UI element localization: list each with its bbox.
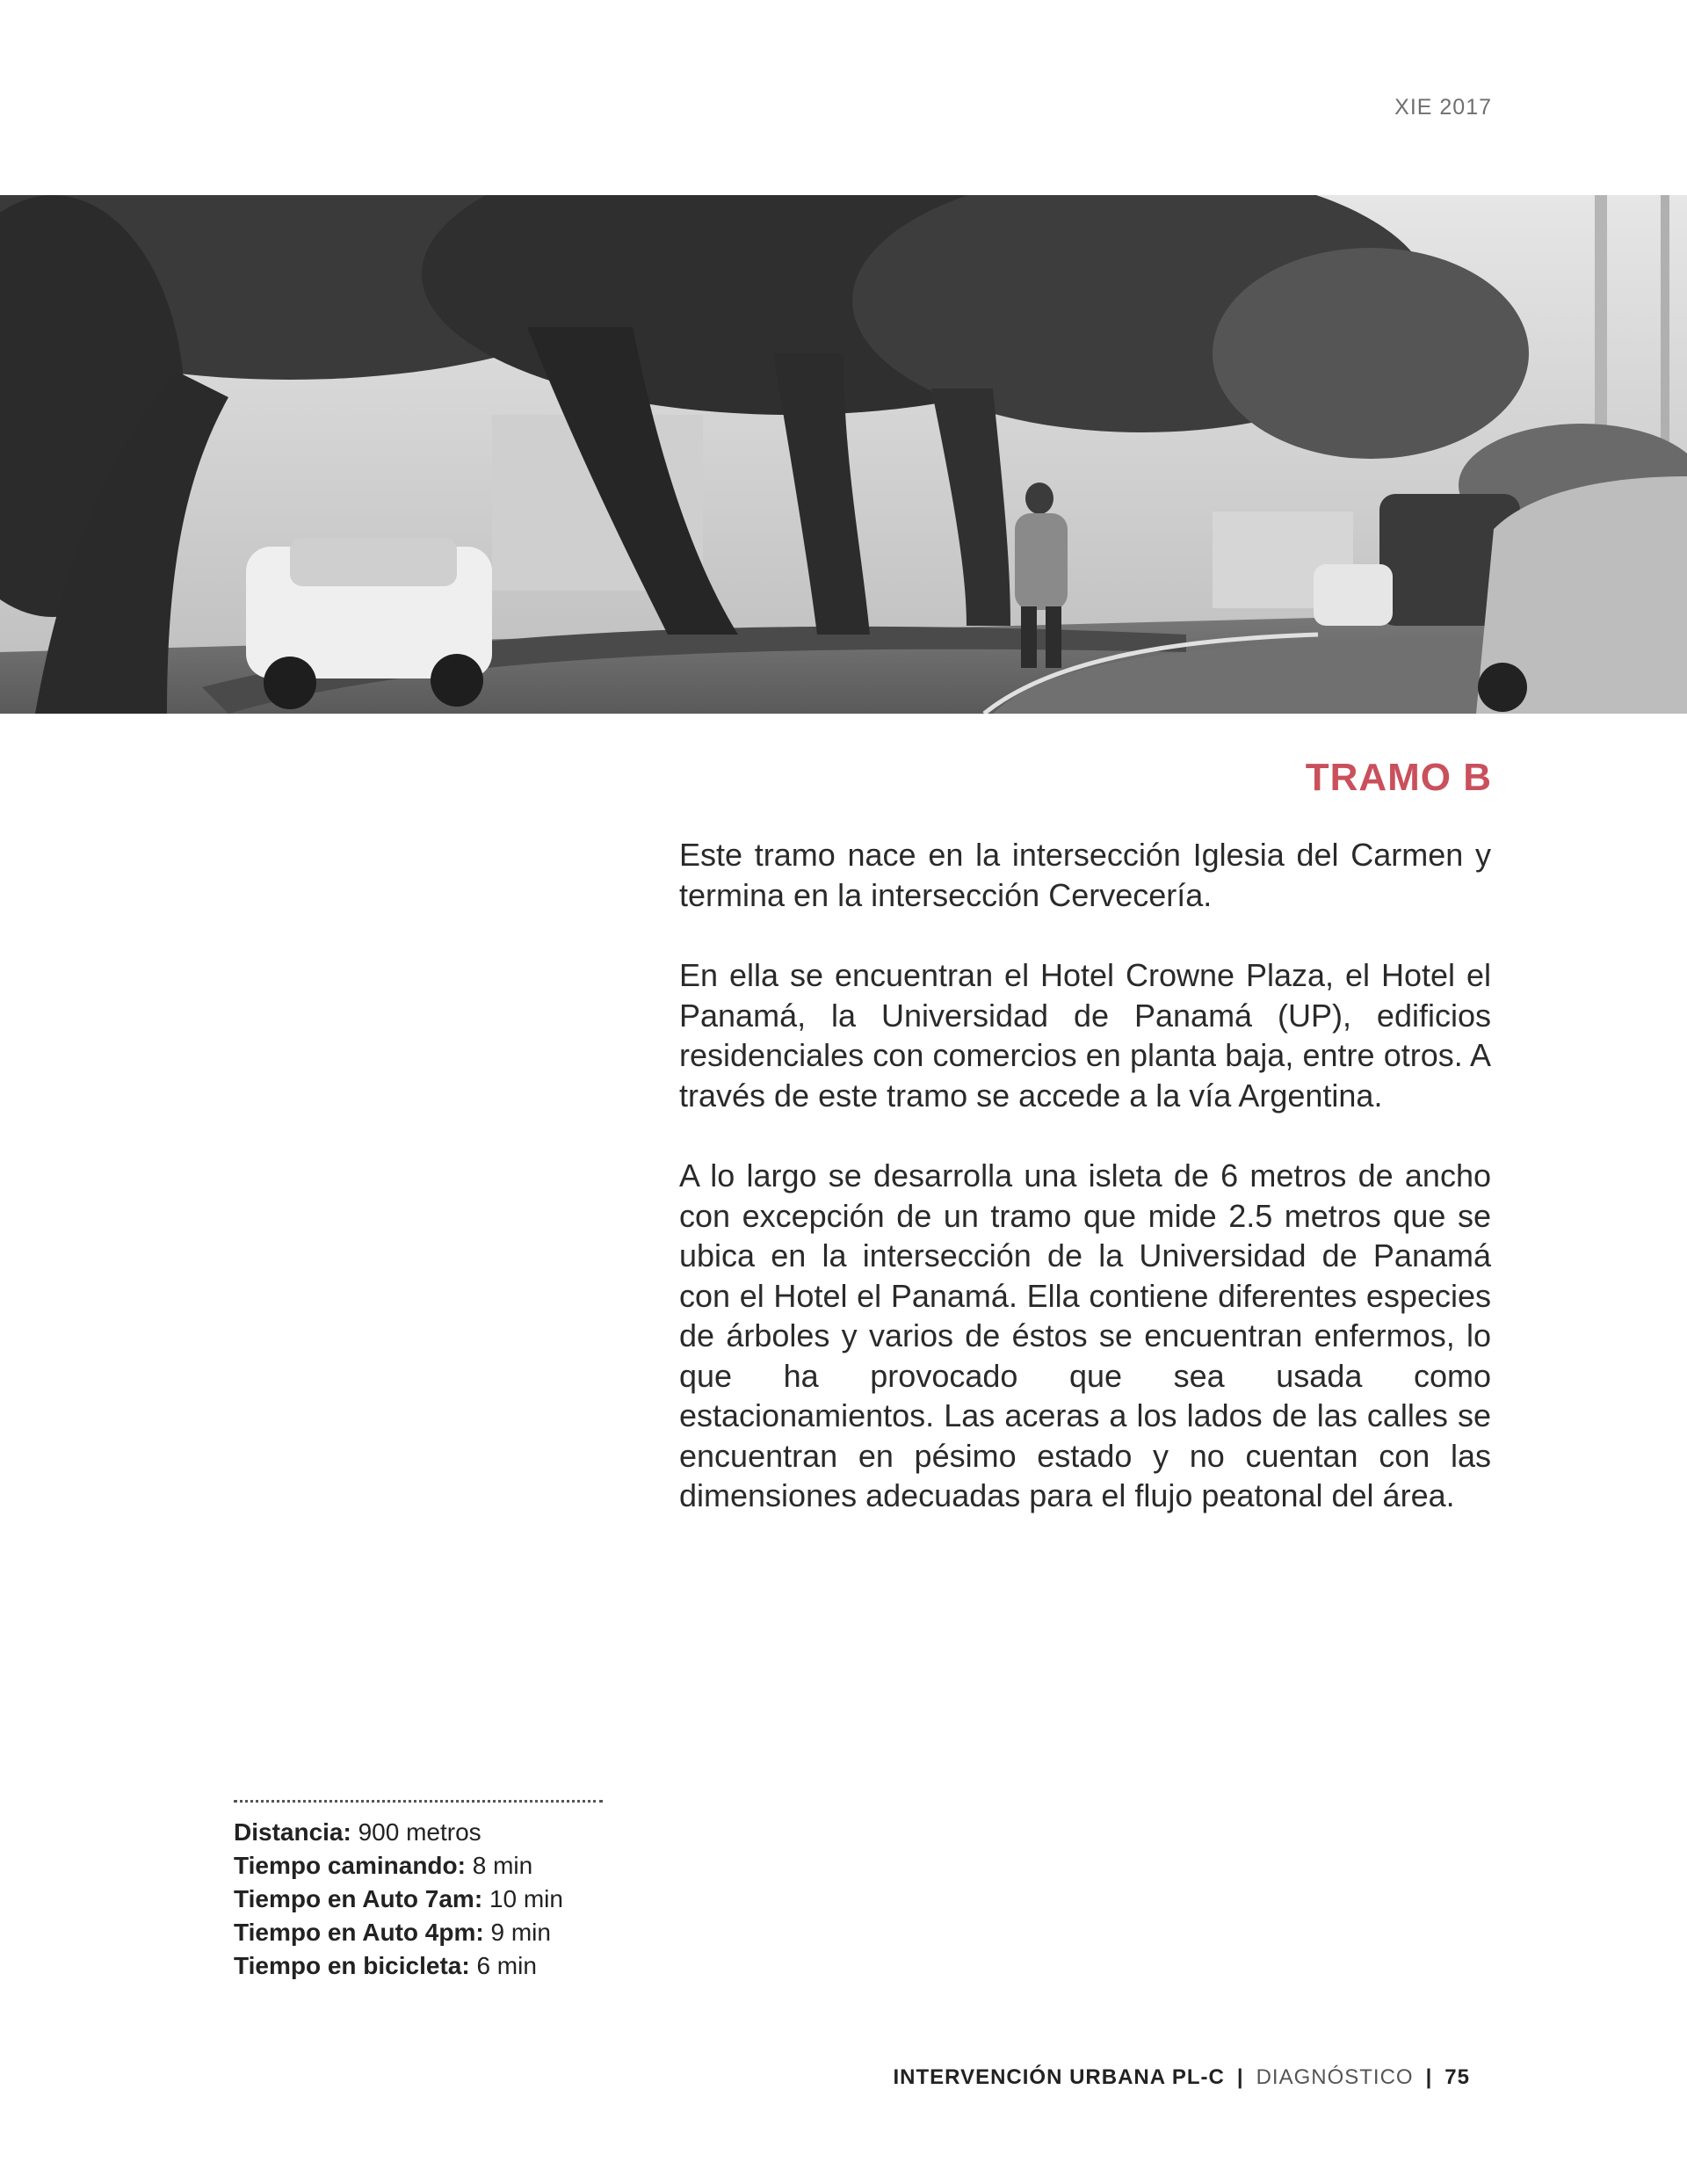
stat-label: Tiempo en bicicleta: [234, 1952, 470, 1979]
stat-row [234, 1883, 563, 1916]
stat-value: 900 metros [358, 1818, 481, 1846]
stat-label: Tiempo en Auto 4pm: [234, 1919, 484, 1946]
stat-row [234, 1816, 563, 1849]
footer-title: INTERVENCIÓN URBANA PL-C [893, 2065, 1225, 2089]
dotted-divider [234, 1800, 603, 1803]
stat-label: Distancia: [234, 1818, 351, 1846]
header-label: XIE 2017 [1394, 95, 1492, 120]
stats-list [234, 1816, 563, 1983]
stat-value: 10 min [489, 1885, 563, 1912]
footer-separator: | [1425, 2065, 1433, 2089]
stat-value: 9 min [490, 1919, 551, 1946]
footer-separator: | [1236, 2065, 1244, 2089]
stat-value: 8 min [472, 1852, 533, 1879]
stat-label: Tiempo caminando: [234, 1852, 466, 1879]
paragraph: Este tramo nace en la intersección Iglesia del Carmen y termina en la intersección Cervecería. [679, 837, 1491, 913]
stat-row [234, 1949, 563, 1983]
stat-row [234, 1849, 563, 1883]
page-number: 75 [1444, 2065, 1470, 2089]
street-photo [0, 195, 1687, 714]
stat-label: Tiempo en Auto 7am: [234, 1885, 483, 1912]
page-footer [894, 2065, 1471, 2090]
footer-section: DIAGNÓSTICO [1256, 2065, 1414, 2089]
body-text [679, 835, 1491, 1556]
paragraph: En ella se encuentran el Hotel Crowne Plaza, el Hotel el Panamá, la Universidad de Panamá (UP), edificios residenciales con comercios en planta baja, entre otros. A través de este tramo se accede a la vía Argentina. [679, 957, 1491, 1114]
stat-row [234, 1916, 563, 1949]
section-title: TRAMO B [1305, 756, 1492, 799]
stat-value: 6 min [476, 1952, 537, 1979]
paragraph: A lo largo se desarrolla una isleta de 6 metros de ancho con excepción de un tramo que mide 2.5 metros que se ubica en la intersección de la Universidad de Panamá con el Hotel el Panamá. Ella contiene diferentes especies de árboles y varios de éstos se encuentran enfermos, lo que ha provocado que sea usada como estacionamientos. Las aceras a los lados de las calles se encuentran en pésimo estado y no cuentan con las dimensiones adecuadas para el flujo peatonal del área. [679, 1157, 1491, 1513]
